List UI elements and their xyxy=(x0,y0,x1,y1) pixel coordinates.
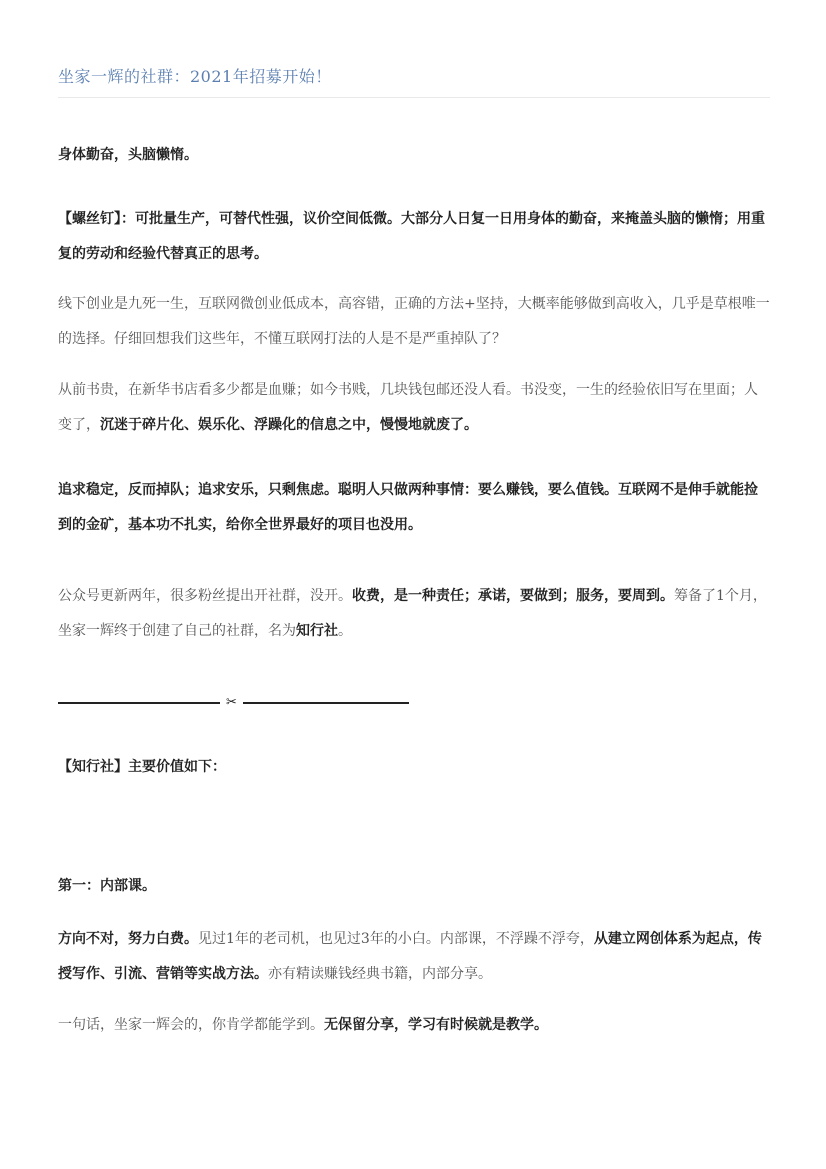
paragraph-intro: 身体勤奋，头脑懒惰。 xyxy=(58,147,198,163)
divider-line-right xyxy=(243,702,409,704)
paragraph-screw: 【螺丝钉】：可批量生产，可替代性强，议价空间低微。大部分人日复一日用身体的勤奋，来掩盖头脑的懒惰；用重复的劳动和经验代替真正的思考。 xyxy=(58,211,765,262)
books-text-plain: 从前书贵，在新华书店看多少都是血赚；如今书贱，几块钱包邮还没人看。书没变，一生的经验依旧写在里面；人变了， xyxy=(58,382,758,433)
summary-plain: 一句话，坐家一辉会的，你肯学都能学到。 xyxy=(58,1017,324,1033)
article-title: 坐家一辉的社群：2021年招募开始！ xyxy=(58,67,332,86)
scissors-divider xyxy=(58,696,418,710)
divider-line-left xyxy=(58,702,220,704)
course-bold-a: 方向不对，努力白费。 xyxy=(58,931,198,947)
announcement-plain-c: 。 xyxy=(338,623,352,639)
books-text-bold: 沉迷于碎片化、娱乐化、浮躁化的信息之中，慢慢地就废了。 xyxy=(100,417,478,433)
paragraph-internal-course xyxy=(58,922,770,992)
course-plain-a: 见过1年的老司机，也见过3年的小白。内部课，不浮躁不浮夸， xyxy=(198,931,594,947)
course-plain-b: 亦有精读赚钱经典书籍，内部分享。 xyxy=(268,966,492,982)
paragraph-announcement xyxy=(58,579,770,649)
announcement-community-name: 知行社 xyxy=(296,623,338,639)
paragraph-offline-startup: 线下创业是九死一生，互联网微创业低成本，高容错，正确的方法+坚持，大概率能够做到高收入，几乎是草根唯一的选择。仔细回想我们这些年，不懂互联网打法的人是不是严重掉队了？ xyxy=(58,296,770,347)
announcement-plain-a: 公众号更新两年，很多粉丝提出开社群，没开。 xyxy=(58,588,352,604)
announcement-plain-b: 筹备了1个月，坐家一辉终于创建了自己的社群，名为 xyxy=(58,588,767,639)
title-divider xyxy=(58,97,770,98)
summary-bold: 无保留分享，学习有时候就是教学。 xyxy=(324,1017,548,1033)
course-bold-b: 从建立网创体系为起点，传授写作、引流、营销等实战方法。 xyxy=(58,931,762,982)
paragraph-stability: 追求稳定，反而掉队；追求安乐，只剩焦虑。聪明人只做两种事情：要么赚钱，要么值钱。互联网不是伸手就能捡到的金矿，基本功不扎实，给你全世界最好的项目也没用。 xyxy=(58,482,758,533)
scissors-icon: ✂ xyxy=(226,695,237,710)
section-heading: 【知行社】主要价值如下： xyxy=(58,759,226,775)
paragraph-books xyxy=(58,373,770,443)
announcement-bold-a: 收费，是一种责任；承诺，要做到；服务，要周到。 xyxy=(352,588,674,604)
paragraph-summary xyxy=(58,1008,770,1043)
point-one-heading: 第一：内部课。 xyxy=(58,878,156,894)
